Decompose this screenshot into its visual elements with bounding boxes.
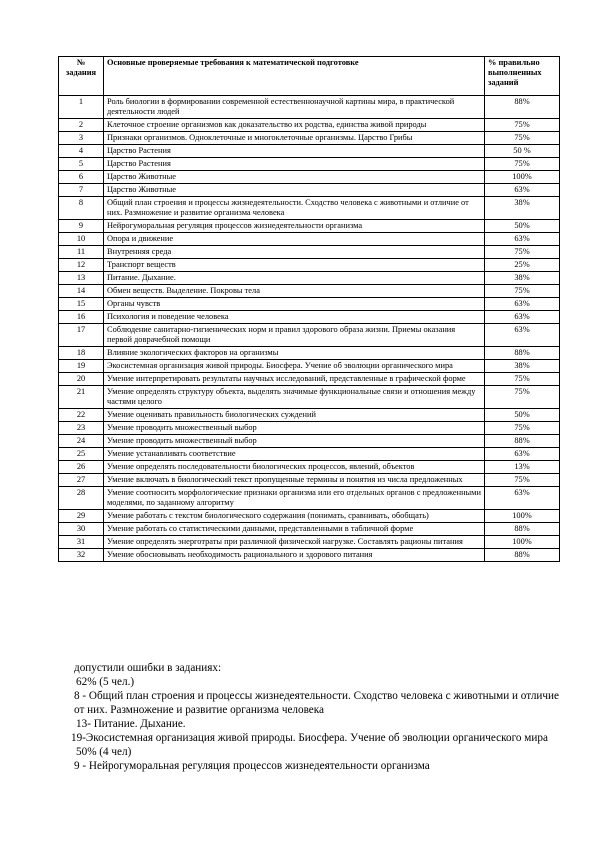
task-number-cell: 7	[59, 184, 104, 197]
requirement-cell: Транспорт веществ	[104, 259, 485, 272]
table-row	[59, 246, 560, 259]
table-row	[59, 422, 560, 435]
requirement-cell: Царство Растения	[104, 145, 485, 158]
percent-cell: 50%	[485, 409, 560, 422]
summary-intro: допустили ошибки в заданиях:	[74, 662, 222, 674]
requirement-cell: Умение работать с текстом биологического содержания (понимать, сравнивать, обобщать)	[104, 510, 485, 523]
task-number-cell: 13	[59, 272, 104, 285]
table-row	[59, 373, 560, 386]
table-row	[59, 360, 560, 373]
requirement-cell: Умение определять структуру объекта, выделять значимые функциональные связи и отношения между частями целого	[104, 386, 485, 409]
percent-cell: 75%	[485, 119, 560, 132]
task-number-cell: 20	[59, 373, 104, 386]
table-row	[59, 184, 560, 197]
requirement-cell: Умение обосновывать необходимость рационального и здорового питания	[104, 549, 485, 562]
percent-cell: 63%	[485, 324, 560, 347]
task-number-cell: 8	[59, 197, 104, 220]
requirement-cell: Роль биологии в формировании современной естественнонаучной картины мира, в практической деятельности людей	[104, 96, 485, 119]
task-number-cell: 11	[59, 246, 104, 259]
percent-cell: 50%	[485, 220, 560, 233]
table-row	[59, 474, 560, 487]
table-row	[59, 523, 560, 536]
percent-cell: 75%	[485, 132, 560, 145]
requirement-cell: Царство Животные	[104, 184, 485, 197]
percent-cell: 63%	[485, 233, 560, 246]
percent-cell: 63%	[485, 298, 560, 311]
task-number-cell: 18	[59, 347, 104, 360]
task-number-cell: 26	[59, 461, 104, 474]
table-row	[59, 386, 560, 409]
table-row	[59, 324, 560, 347]
percent-cell: 25%	[485, 259, 560, 272]
task-number-cell: 23	[59, 422, 104, 435]
task-number-cell: 30	[59, 523, 104, 536]
percent-cell: 63%	[485, 184, 560, 197]
table-row	[59, 145, 560, 158]
task-number-cell: 2	[59, 119, 104, 132]
table-row	[59, 119, 560, 132]
task-number-cell: 9	[59, 220, 104, 233]
task-number-cell: 14	[59, 285, 104, 298]
summary-item-19: 19-Экосистемная организация живой природы. Биосфера. Учение об эволюции органического мира	[71, 732, 548, 744]
task-number-cell: 25	[59, 448, 104, 461]
percent-cell: 38%	[485, 197, 560, 220]
table-row	[59, 259, 560, 272]
table-row	[59, 197, 560, 220]
percent-cell: 75%	[485, 373, 560, 386]
task-number-cell: 5	[59, 158, 104, 171]
task-number-cell: 1	[59, 96, 104, 119]
requirement-cell: Клеточное строение организмов как доказательство их родства, единства живой природы	[104, 119, 485, 132]
percent-cell: 38%	[485, 360, 560, 373]
requirement-cell: Царство Животные	[104, 171, 485, 184]
percent-cell: 75%	[485, 422, 560, 435]
summary-group1-label: 62% (5 чел.)	[76, 676, 135, 688]
task-number-cell: 19	[59, 360, 104, 373]
requirement-cell: Умение оценивать правильность биологических суждений	[104, 409, 485, 422]
requirement-cell: Умение проводить множественный выбор	[104, 435, 485, 448]
task-number-cell: 12	[59, 259, 104, 272]
table-row	[59, 298, 560, 311]
percent-cell: 63%	[485, 311, 560, 324]
percent-cell: 50 %	[485, 145, 560, 158]
percent-cell: 63%	[485, 487, 560, 510]
header-number: № задания	[59, 57, 104, 96]
requirement-cell: Соблюдение санитарно-гигиенических норм и правил здорового образа жизни. Приемы оказания первой доврачебной помощи	[104, 324, 485, 347]
requirement-cell: Опора и движение	[104, 233, 485, 246]
requirement-cell: Умение устанавливать соответствие	[104, 448, 485, 461]
requirement-cell: Умение проводить множественный выбор	[104, 422, 485, 435]
percent-cell: 75%	[485, 246, 560, 259]
summary-item-9: 9 - Нейрогуморальная регуляция процессов жизнедеятельности организма	[74, 760, 430, 772]
summary-group2-label: 50% (4 чел)	[76, 746, 132, 758]
percent-cell: 100%	[485, 536, 560, 549]
percent-cell: 88%	[485, 347, 560, 360]
table-row	[59, 233, 560, 246]
table-row	[59, 487, 560, 510]
requirement-cell: Влияние экологических факторов на организмы	[104, 347, 485, 360]
task-number-cell: 27	[59, 474, 104, 487]
task-number-cell: 17	[59, 324, 104, 347]
task-number-cell: 29	[59, 510, 104, 523]
table-row	[59, 171, 560, 184]
requirement-cell: Признаки организмов. Одноклеточные и многоклеточные организмы. Царство Грибы	[104, 132, 485, 145]
requirement-cell: Органы чувств	[104, 298, 485, 311]
table-row	[59, 461, 560, 474]
header-percent: % правильно выполненных заданий	[485, 57, 560, 96]
table-row	[59, 536, 560, 549]
table-row	[59, 409, 560, 422]
requirement-cell: Внутренняя среда	[104, 246, 485, 259]
table-row	[59, 549, 560, 562]
percent-cell: 13%	[485, 461, 560, 474]
requirement-cell: Обмен веществ. Выделение. Покровы тела	[104, 285, 485, 298]
requirement-cell: Общий план строения и процессы жизнедеятельности. Сходство человека с животными и отличие от них. Размножение и развитие организма человека	[104, 197, 485, 220]
task-number-cell: 24	[59, 435, 104, 448]
table-row	[59, 158, 560, 171]
table-row	[59, 435, 560, 448]
requirement-cell: Нейрогуморальная регуляция процессов жизнедеятельности организма	[104, 220, 485, 233]
table-row	[59, 311, 560, 324]
percent-cell: 100%	[485, 510, 560, 523]
percent-cell: 75%	[485, 386, 560, 409]
requirement-cell: Умение определять энерготраты при различной физической нагрузке. Составлять рационы питания	[104, 536, 485, 549]
requirement-cell: Умение включать в биологический текст пропущенные термины и понятия из числа предложенных	[104, 474, 485, 487]
percent-cell: 88%	[485, 549, 560, 562]
percent-cell: 38%	[485, 272, 560, 285]
task-number-cell: 3	[59, 132, 104, 145]
table-row	[59, 285, 560, 298]
table-header-row	[59, 57, 560, 96]
table-row	[59, 510, 560, 523]
requirement-cell: Экосистемная организация живой природы. Биосфера. Учение об эволюции органического мира	[104, 360, 485, 373]
error-summary	[71, 661, 566, 773]
requirement-cell: Питание. Дыхание.	[104, 272, 485, 285]
table-row	[59, 132, 560, 145]
task-number-cell: 10	[59, 233, 104, 246]
task-number-cell: 6	[59, 171, 104, 184]
task-number-cell: 21	[59, 386, 104, 409]
table-row	[59, 347, 560, 360]
requirement-cell: Царство Растения	[104, 158, 485, 171]
table-row	[59, 220, 560, 233]
task-number-cell: 15	[59, 298, 104, 311]
percent-cell: 88%	[485, 435, 560, 448]
task-number-cell: 28	[59, 487, 104, 510]
percent-cell: 88%	[485, 96, 560, 119]
requirement-cell: Умение интерпретировать результаты научных исследований, представленные в графической форме	[104, 373, 485, 386]
percent-cell: 75%	[485, 158, 560, 171]
task-number-cell: 4	[59, 145, 104, 158]
table-row	[59, 96, 560, 119]
percent-cell: 75%	[485, 474, 560, 487]
table-body	[59, 96, 560, 562]
table-row	[59, 448, 560, 461]
requirement-cell: Психология и поведение человека	[104, 311, 485, 324]
percent-cell: 100%	[485, 171, 560, 184]
percent-cell: 88%	[485, 523, 560, 536]
header-requirement: Основные проверяемые требования к математической подготовке	[104, 57, 485, 96]
results-table	[58, 56, 560, 562]
percent-cell: 75%	[485, 285, 560, 298]
task-number-cell: 22	[59, 409, 104, 422]
task-number-cell: 31	[59, 536, 104, 549]
summary-item-13: 13- Питание. Дыхание.	[76, 718, 186, 730]
task-number-cell: 16	[59, 311, 104, 324]
percent-cell: 63%	[485, 448, 560, 461]
task-number-cell: 32	[59, 549, 104, 562]
requirement-cell: Умение соотносить морфологические признаки организма или его отдельных органов с предложенными моделями, по заданному алгоритму	[104, 487, 485, 510]
requirement-cell: Умение работать со статистическими данными, представленными в табличной форме	[104, 523, 485, 536]
requirement-cell: Умение определять последовательности биологических процессов, явлений, объектов	[104, 461, 485, 474]
summary-item-8: 8 - Общий план строения и процессы жизнедеятельности. Сходство человека с животными и отличие от них. Размножение и развитие организма человека	[74, 690, 559, 716]
table-row	[59, 272, 560, 285]
